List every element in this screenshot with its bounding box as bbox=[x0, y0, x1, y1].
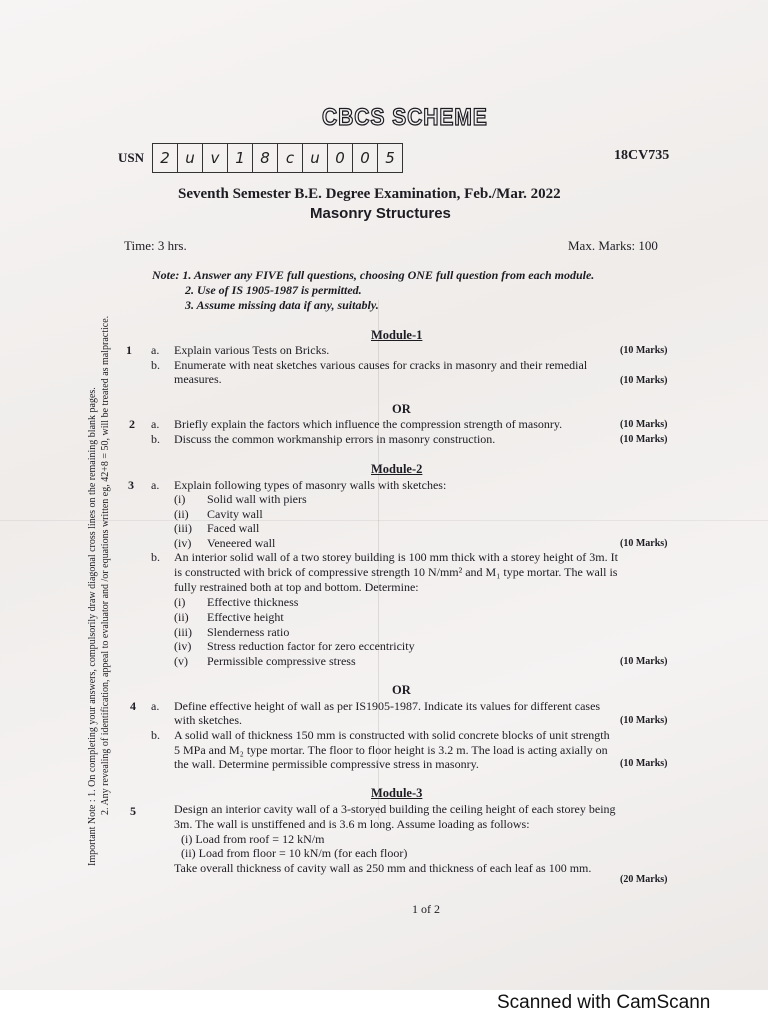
time-allowed: Time: 3 hrs. bbox=[124, 238, 187, 253]
q3b-item-num: (i) bbox=[174, 595, 186, 609]
q4b-text-3: the wall. Determine permissible compressive stress in masonry. bbox=[174, 757, 479, 771]
course-code: 18CV735 bbox=[614, 148, 670, 163]
q1a-text: Explain various Tests on Bricks. bbox=[174, 343, 330, 357]
scanner-watermark bbox=[0, 990, 768, 1024]
side-note-line-1: Important Note : 1. On completing your answers, compulsorily draw diagonal cross lines on the remaining blank pages. bbox=[87, 387, 98, 866]
q3a-item: Solid wall with piers bbox=[207, 492, 307, 506]
q4a-label: a. bbox=[151, 699, 160, 713]
q2b-text: Discuss the common workmanship errors in masonry construction. bbox=[174, 432, 496, 446]
usn-box: 5 bbox=[385, 149, 395, 167]
q3-number: 3 bbox=[128, 478, 134, 492]
usn-box: u bbox=[178, 144, 203, 172]
exam-title: Seventh Semester B.E. Degree Examination, Feb./Mar. 2022 bbox=[178, 186, 561, 202]
q5-number: 5 bbox=[130, 804, 136, 818]
q5-load-floor: (ii) Load from floor = 10 kN/m (for each floor) bbox=[181, 846, 408, 860]
usn-box: c bbox=[278, 144, 303, 172]
q3a-item-num: (ii) bbox=[174, 507, 189, 521]
q3b-item-num: (iv) bbox=[174, 639, 192, 653]
q3b-item: Slenderness ratio bbox=[207, 625, 290, 639]
q3a-marks: (10 Marks) bbox=[620, 538, 668, 549]
q5-text-2: 3m. The wall is unstiffened and is 3.6 m long. Assume loading as follows: bbox=[174, 817, 530, 831]
q3b-text-1: An interior solid wall of a two storey building is 100 mm thick with a storey height of 3m. It bbox=[174, 550, 618, 564]
paper-crease bbox=[0, 520, 768, 521]
q2a-text: Briefly explain the factors which influence the compression strength of masonry. bbox=[174, 417, 563, 431]
q4b-text-1: A solid wall of thickness 150 mm is constructed with solid concrete blocks of unit strength bbox=[174, 728, 610, 742]
usn-box: 8 bbox=[253, 144, 278, 172]
q2a-label: a. bbox=[151, 417, 160, 431]
q3b-item-num: (v) bbox=[174, 654, 188, 668]
note-1: Note: 1. Answer any FIVE full questions, choosing ONE full question from each module. bbox=[152, 268, 595, 282]
q3a-label: a. bbox=[151, 478, 160, 492]
q3b-item-num: (ii) bbox=[174, 610, 189, 624]
q3a-item-num: (iv) bbox=[174, 536, 192, 550]
usn-box: v bbox=[203, 144, 228, 172]
q3b-label: b. bbox=[151, 550, 160, 564]
q4a-text-1: Define effective height of wall as per IS1905-1987. Indicate its values for different cases bbox=[174, 699, 601, 713]
module-2-title: Module-2 bbox=[371, 462, 423, 476]
module-3-title: Module-3 bbox=[371, 786, 423, 800]
q4a-text-2: with sketches. bbox=[174, 713, 242, 727]
q4b-marks: (10 Marks) bbox=[620, 758, 668, 769]
q1b-text-2: measures. bbox=[174, 372, 222, 386]
q5-text-1: Design an interior cavity wall of a 3-storyed building the ceiling height of each storey being bbox=[174, 802, 616, 816]
q3a-item-num: (i) bbox=[174, 492, 186, 506]
q1-number: 1 bbox=[126, 343, 132, 357]
q2b-label: b. bbox=[151, 432, 160, 446]
note-2: 2. Use of IS 1905-1987 is permitted. bbox=[185, 283, 362, 297]
q4a-marks: (10 Marks) bbox=[620, 715, 668, 726]
q5-load-roof: (i) Load from roof = 12 kN/m bbox=[181, 832, 325, 846]
q3a-item: Cavity wall bbox=[207, 507, 263, 521]
note-3: 3. Assume missing data if any, suitably. bbox=[185, 298, 379, 312]
q4-number: 4 bbox=[130, 699, 136, 713]
module-1-title: Module-1 bbox=[371, 328, 423, 342]
usn-box: 1 bbox=[228, 144, 253, 172]
q3b-item-num: (iii) bbox=[174, 625, 192, 639]
side-important-note bbox=[86, 266, 112, 866]
q4b-label: b. bbox=[151, 728, 160, 742]
q4b-text-2: 5 MPa and M₂ type mortar. The floor to floor height is 3.2 m. The load is acting axially on bbox=[174, 743, 608, 757]
q3a-item: Faced wall bbox=[207, 521, 260, 535]
q1a-marks: (10 Marks) bbox=[620, 345, 668, 356]
usn-box: 2 bbox=[153, 144, 178, 172]
q3b-text-3: fully restrained both at top and bottom. Determine: bbox=[174, 580, 419, 594]
q3b-item: Effective height bbox=[207, 610, 284, 624]
scheme-stamp: CBCS SCHEME bbox=[322, 104, 488, 131]
q1b-marks: (10 Marks) bbox=[620, 375, 668, 386]
q2a-marks: (10 Marks) bbox=[620, 419, 668, 430]
q3b-marks: (10 Marks) bbox=[620, 656, 668, 667]
usn-label: USN bbox=[118, 150, 145, 165]
q3a-item: Veneered wall bbox=[207, 536, 276, 550]
q5-text-3: Take overall thickness of cavity wall as 250 mm and thickness of each leaf as 100 mm. bbox=[174, 861, 592, 875]
subject-title: Masonry Structures bbox=[310, 205, 451, 222]
q3b-item: Effective thickness bbox=[207, 595, 299, 609]
or-divider: OR bbox=[392, 402, 411, 416]
q2b-marks: (10 Marks) bbox=[620, 434, 668, 445]
q3b-item: Permissible compressive stress bbox=[207, 654, 356, 668]
or-divider: OR bbox=[392, 683, 411, 697]
q1b-label: b. bbox=[151, 358, 160, 372]
q3a-item-num: (iii) bbox=[174, 521, 192, 535]
scanner-text: Scanned with CamScann bbox=[497, 992, 711, 1013]
q3b-text-2: is constructed with brick of compressive strength 10 N/mm² and M₁ type mortar. The wall is bbox=[174, 565, 618, 579]
q3a-text: Explain following types of masonry walls with sketches: bbox=[174, 478, 447, 492]
side-note-line-2: 2. Any revealing of identification, appeal to evaluator and /or equations written eg, 42+8 = 50, will be treated as malpractice. bbox=[100, 315, 111, 815]
q2-number: 2 bbox=[129, 417, 135, 431]
usn-boxes bbox=[152, 143, 403, 173]
q1b-text-1: Enumerate with neat sketches various causes for cracks in masonry and their remedial bbox=[174, 358, 588, 372]
max-marks: Max. Marks: 100 bbox=[568, 238, 658, 253]
q3b-item: Stress reduction factor for zero eccentricity bbox=[207, 639, 415, 653]
q1a-label: a. bbox=[151, 343, 160, 357]
usn-box: 0 bbox=[353, 144, 378, 172]
usn-box: u bbox=[303, 144, 328, 172]
q5-marks: (20 Marks) bbox=[620, 874, 668, 885]
usn-box: 0 bbox=[328, 144, 353, 172]
page-number: 1 of 2 bbox=[412, 902, 440, 916]
